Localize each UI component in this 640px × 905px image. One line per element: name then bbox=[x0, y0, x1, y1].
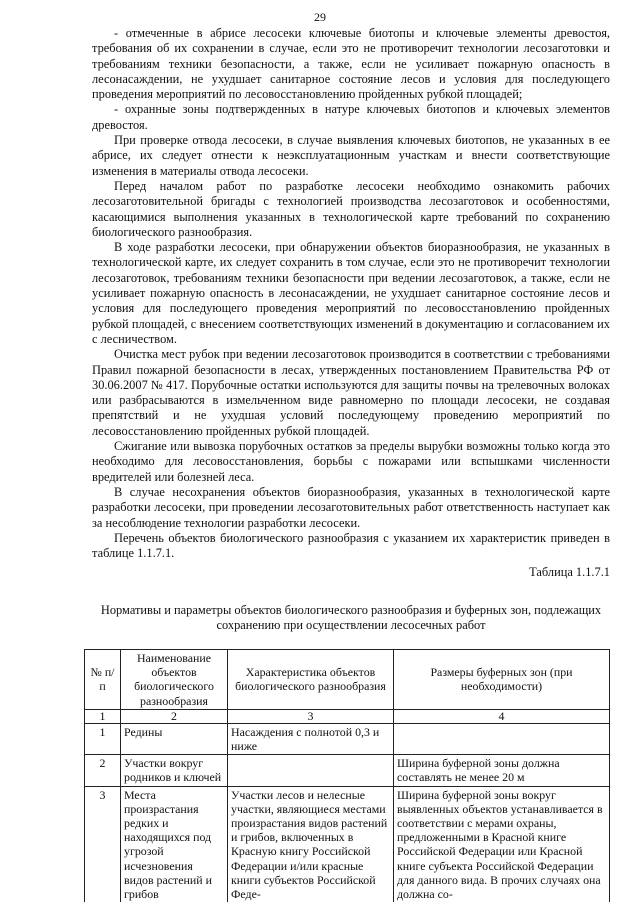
header-number: № п/п bbox=[85, 650, 121, 710]
header-buffer-size: Размеры буферных зон (при необходимости) bbox=[394, 650, 610, 710]
column-number: 4 bbox=[394, 709, 610, 723]
column-number: 1 bbox=[85, 709, 121, 723]
paragraph: - отмеченные в абрисе лесосеки ключевые биотопы и ключевые элементы древостоя, требования об их сохранении в случае, если это не противоречит технологии лесозаготовки и требованиям техники безопасности, а также, если не усиливает пожарную опасность в лесонасаждении, не ухудшает санитарное состояние лесов и условия для последующего проведения мероприятий по лесовосстановлению пройденных рубкой площадей; bbox=[92, 26, 610, 102]
header-object-name: Наименование объектов биологического разнообразия bbox=[121, 650, 228, 710]
buffer-size bbox=[394, 723, 610, 754]
row-number: 3 bbox=[85, 786, 121, 902]
object-name: Редины bbox=[121, 723, 228, 754]
paragraph: При проверке отвода лесосеки, в случае выявления ключевых биотопов, не указанных в ее абрисе, их следует отнести к неэксплуатационным участкам и внести соответствующие изменения в материалы отвода лесосеки. bbox=[92, 133, 610, 178]
object-name: Участки вокруг родников и ключей bbox=[121, 755, 228, 786]
table-title: Нормативы и параметры объектов биологического разнообразия и буферных зон, подлежащих сохранению при осуществлении лесосечных работ bbox=[100, 602, 602, 632]
row-number: 2 bbox=[85, 755, 121, 786]
paragraph: Перечень объектов биологического разнообразия с указанием их характеристик приведен в таблице 1.1.7.1. bbox=[92, 530, 610, 561]
column-number: 2 bbox=[121, 709, 228, 723]
object-characteristic: Участки лесов и нелесные участки, являющиеся местами произрастания видов растений и грибов, включенных в Красную книгу Российской Федерации и/или красные книги субъектов Российской Феде- bbox=[228, 786, 394, 902]
table-row bbox=[85, 723, 610, 754]
page-number: 29 bbox=[314, 10, 326, 24]
body-text bbox=[92, 26, 610, 633]
paragraph: В случае несохранения объектов биоразнообразия, указанных в технологической карте разработки лесосеки, при проведении лесозаготовительных работ ответственность наступает как за несоблюдение технологии разработки лесосеки. bbox=[92, 484, 610, 530]
buffer-size: Ширина буферной зоны вокруг выявленных объектов устанавливается в соответствии с мерами охраны, предложенными в Красной книге Российской Федерации или Красной книге субъекта Российской Федерации для данного вида. В прочих случаях она должна со- bbox=[394, 786, 610, 902]
buffer-size: Ширина буферной зоны должна составлять не менее 20 м bbox=[394, 755, 610, 786]
paragraph: Перед началом работ по разработке лесосеки необходимо ознакомить рабочих лесозаготовительной бригады с технологией производства лесозаготовок и особенностями, касающимися выполнения указанных в технологической карте требований по сохранению биологического разнообразия. bbox=[92, 178, 610, 239]
biodiversity-table bbox=[84, 649, 610, 902]
paragraph: - охранные зоны подтвержденных в натуре ключевых биотопов и ключевых элементов древостоя. bbox=[92, 102, 610, 132]
paragraph: Очистка мест рубок при ведении лесозаготовок производится в соответствии с требованиями Правил пожарной безопасности в лесах, утвержденных постановлением Правительства РФ от 30.06.2007 № 417. Порубочные остатки используются для защиты почвы на трелевочных волоках или разбрасываются в измельченном виде равномерно по площади лесосеки, не создавая препятствий и не ухудшая условий последующему проведению мероприятий по лесовосстановлению пройденных рубкой площадей. bbox=[92, 347, 610, 438]
table-row bbox=[85, 786, 610, 902]
object-characteristic: Насаждения с полнотой 0,3 и ниже bbox=[228, 723, 394, 754]
table-header-row bbox=[85, 650, 610, 710]
row-number: 1 bbox=[85, 723, 121, 754]
object-name: Места произрастания редких и находящихся под угрозой исчезновения видов растений и грибов bbox=[121, 786, 228, 902]
column-number-row bbox=[85, 709, 610, 723]
paragraph: Сжигание или вывозка порубочных остатков за пределы вырубки возможны только когда это необходимо для лесовосстановления, борьбы с пожарами или вспышками численности вредителей или болезней леса. bbox=[92, 439, 610, 484]
object-characteristic bbox=[228, 755, 394, 786]
table-row bbox=[85, 755, 610, 786]
table-label: Таблица 1.1.7.1 bbox=[529, 565, 610, 580]
paragraph: В ходе разработки лесосеки, при обнаружении объектов биоразнообразия, не указанных в технологической карте, их следует сохранить в том случае, если это не противоречит технологии лесозаготовок, требованиям техники безопасности при ведении лесозаготовок, а также, если не усиливает пожарную опасность в лесонасаждении, не ухудшает санитарное состояние лесов и условия для последующего проведения мероприятий по лесовосстановлению пройденных рубкой площадей, с внесением соответствующих изменений в документацию и согласованием их с лесничеством. bbox=[92, 240, 610, 346]
header-characteristic: Характеристика объектов биологического разнообразия bbox=[228, 650, 394, 710]
column-number: 3 bbox=[228, 709, 394, 723]
